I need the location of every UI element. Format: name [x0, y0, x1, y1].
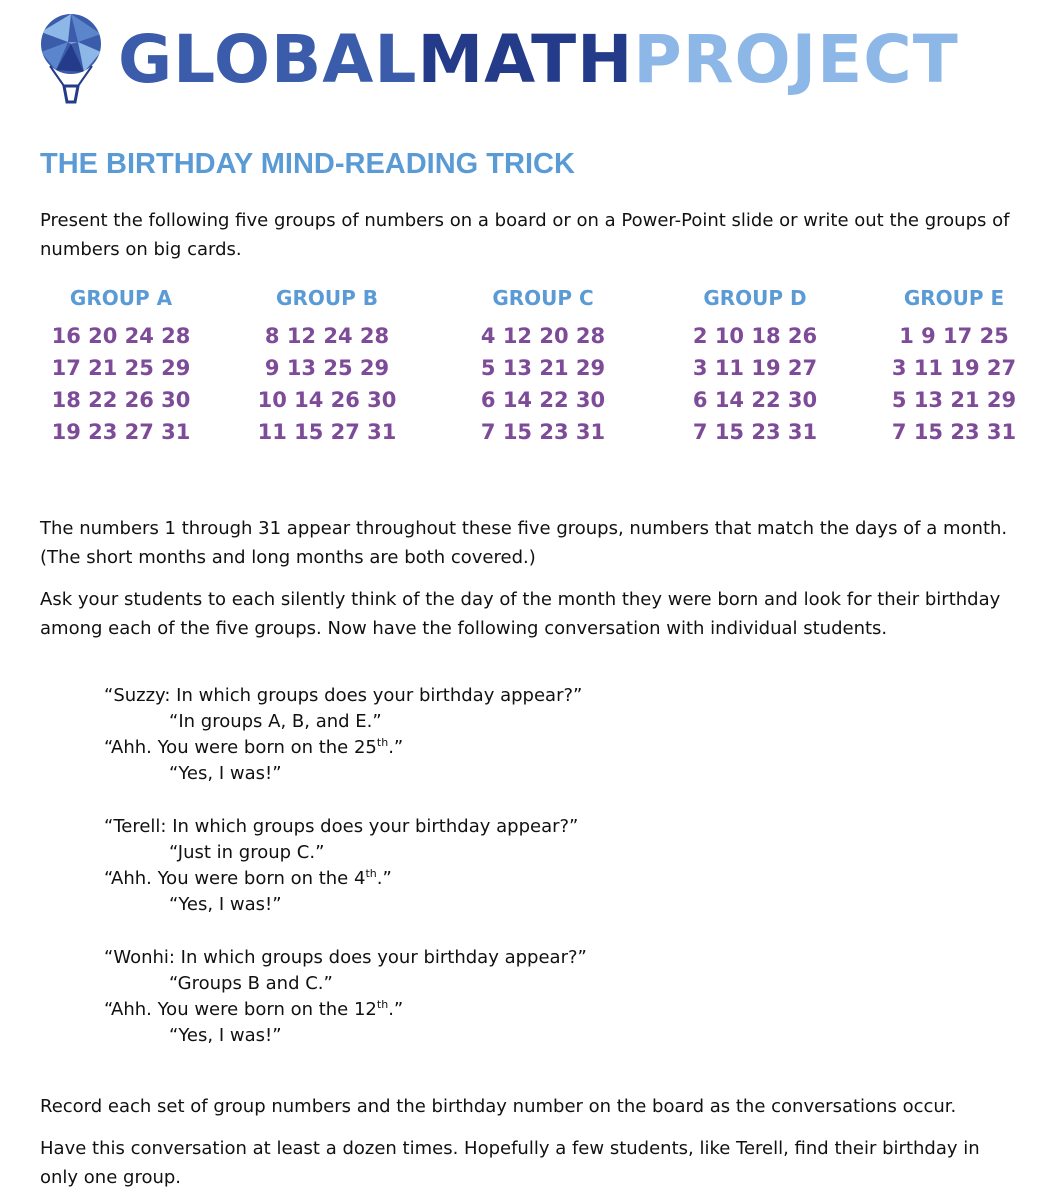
- conversation-answer: “Just in group C.”: [169, 842, 325, 863]
- reveal-text: “Ahh. You were born on the 12: [104, 999, 377, 1020]
- conversation-question: “Suzzy: In which groups does your birthday appear?”: [104, 685, 583, 706]
- number-row: 8 12 24 28: [264, 324, 390, 348]
- wordmark-global: GLOBAL: [118, 21, 418, 98]
- conversation-answer: “In groups A, B, and E.”: [169, 711, 382, 732]
- record-paragraph: Record each set of group numbers and the birthday number on the board as the conversations occur.: [40, 1096, 957, 1117]
- number-row: 7 15 23 31: [480, 420, 606, 444]
- number-row: 6 14 22 30: [692, 388, 818, 412]
- number-row: 10 14 26 30: [257, 388, 397, 412]
- ordinal-suffix: th: [365, 867, 377, 880]
- group-b: [247, 286, 407, 448]
- number-row: 17 21 25 29: [51, 356, 191, 380]
- group-e: [874, 286, 1034, 448]
- reveal-end: .”: [388, 999, 404, 1020]
- group-label: GROUP A: [69, 286, 173, 310]
- reveal-end: .”: [376, 868, 392, 889]
- group-a: [41, 286, 201, 448]
- conversation-reveal: [104, 997, 964, 1023]
- number-row: 2 10 18 26: [692, 324, 818, 348]
- conversation-question: “Terell: In which groups does your birthday appear?”: [104, 816, 579, 837]
- ordinal-suffix: th: [376, 998, 389, 1011]
- reveal-end: .”: [388, 737, 404, 758]
- wordmark-project: PROJECT: [633, 21, 959, 98]
- group-numbers: [247, 320, 407, 448]
- brand-header: [38, 10, 1018, 105]
- group-numbers: [41, 320, 201, 448]
- number-row: 7 15 23 31: [891, 420, 1017, 444]
- group-c: [463, 286, 623, 448]
- number-row: 7 15 23 31: [692, 420, 818, 444]
- group-label: GROUP C: [492, 286, 594, 310]
- dozen-paragraph: Have this conversation at least a dozen times. Hopefully a few students, like Terell, find their birthday in only one group.: [40, 1138, 980, 1188]
- group-d: [675, 286, 835, 448]
- conversation-answer: “Groups B and C.”: [169, 973, 333, 994]
- group-numbers: [675, 320, 835, 448]
- hot-air-balloon-icon: [38, 12, 104, 106]
- number-row: 11 15 27 31: [257, 420, 397, 444]
- reveal-text: “Ahh. You were born on the 25: [104, 737, 377, 758]
- conversation-reveal: [104, 735, 964, 761]
- conversation-suzzy: [104, 683, 964, 787]
- group-label: GROUP B: [276, 286, 378, 310]
- ordinal-suffix: th: [376, 736, 389, 749]
- intro-paragraph: Present the following five groups of numbers on a board or on a Power-Point slide or write out the groups of numbers on big cards.: [40, 210, 1010, 260]
- number-row: 5 13 21 29: [891, 388, 1017, 412]
- page-title: THE BIRTHDAY MIND-READING TRICK: [40, 148, 575, 180]
- number-row: 19 23 27 31: [51, 420, 191, 444]
- conversation-reveal: [104, 866, 964, 892]
- group-label: GROUP E: [903, 286, 1005, 310]
- wordmark-math: MATH: [417, 21, 634, 98]
- number-row: 9 13 25 29: [264, 356, 390, 380]
- conversation-wonhi: [104, 945, 964, 1049]
- group-numbers: [463, 320, 623, 448]
- conversation-reply: “Yes, I was!”: [169, 763, 282, 784]
- ask-paragraph: Ask your students to each silently think of the day of the month they were born and look for their birthday among each of the five groups. Now have the following conversation with individual students.: [40, 589, 1001, 639]
- number-row: 1 9 17 25: [899, 324, 1009, 348]
- conversation-reply: “Yes, I was!”: [169, 894, 282, 915]
- number-row: 5 13 21 29: [480, 356, 606, 380]
- number-row: 6 14 22 30: [480, 388, 606, 412]
- brand-wordmark: [118, 14, 959, 106]
- conversation-terell: [104, 814, 964, 918]
- numbers-paragraph: The numbers 1 through 31 appear throughout these five groups, numbers that match the days of a month. (The short months and long months are both covered.): [40, 518, 1008, 568]
- number-row: 16 20 24 28: [51, 324, 191, 348]
- reveal-text: “Ahh. You were born on the 4: [104, 868, 366, 889]
- conversation-reply: “Yes, I was!”: [169, 1025, 282, 1046]
- group-label: GROUP D: [703, 286, 807, 310]
- group-numbers: [874, 320, 1034, 448]
- number-row: 4 12 20 28: [480, 324, 606, 348]
- number-row: 3 11 19 27: [692, 356, 818, 380]
- conversation-question: “Wonhi: In which groups does your birthday appear?”: [104, 947, 587, 968]
- number-row: 3 11 19 27: [891, 356, 1017, 380]
- number-row: 18 22 26 30: [51, 388, 191, 412]
